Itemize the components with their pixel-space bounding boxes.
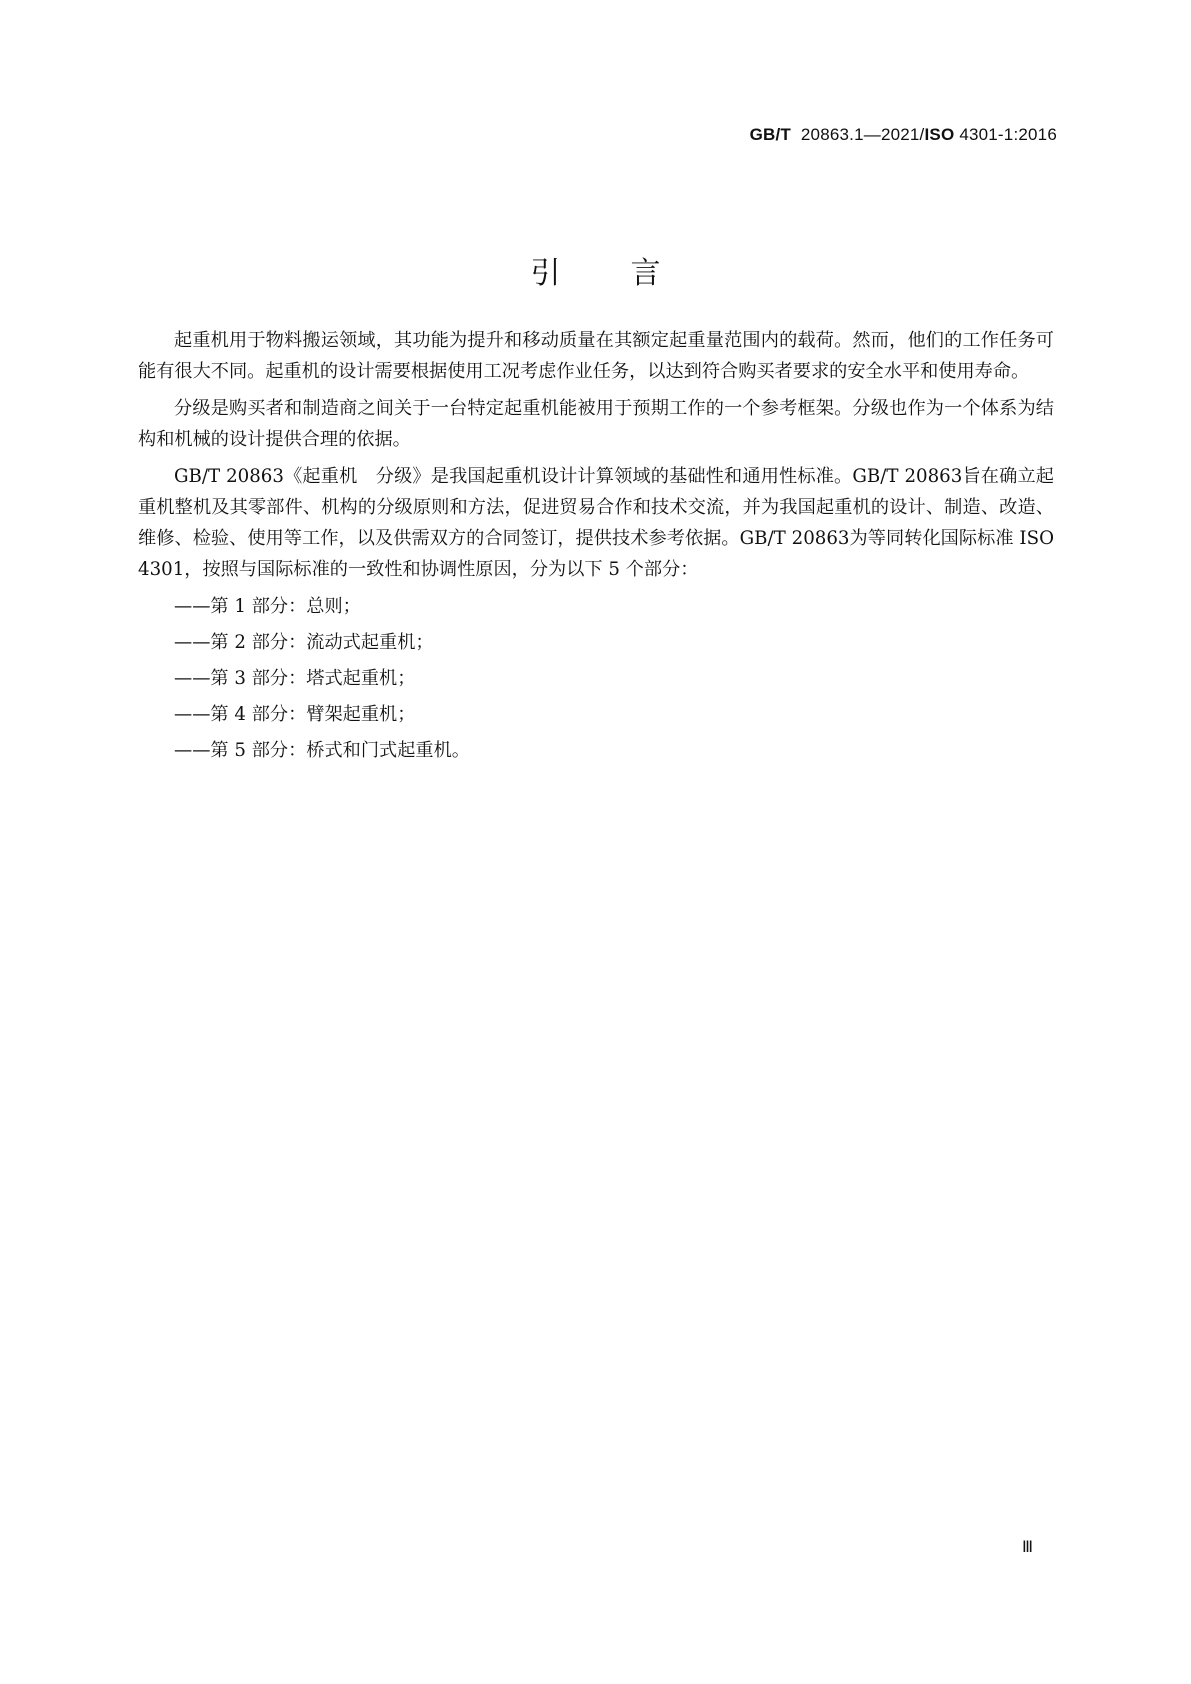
header-gb-number: 20863.1—2021/ <box>800 125 925 144</box>
header-gb-prefix: GB/T <box>749 125 792 144</box>
list-item: ——第 1 部分：总则； <box>174 596 361 617</box>
header-iso-number: 4301-1:2016 <box>959 125 1057 144</box>
list-item: ——第 5 部分：桥式和门式起重机。 <box>174 740 470 761</box>
list-item: ——第 4 部分：臂架起重机； <box>174 704 416 725</box>
header-iso-prefix: ISO <box>924 125 955 144</box>
introduction-body <box>138 325 1054 771</box>
list-item: ——第 3 部分：塔式起重机； <box>174 668 416 689</box>
page-title: 引言 <box>530 256 731 292</box>
parts-list <box>138 591 1054 766</box>
page-number: Ⅲ <box>1021 1537 1033 1556</box>
standard-code-header <box>750 125 1057 145</box>
list-item: ——第 2 部分：流动式起重机； <box>174 632 434 653</box>
paragraph-1: 起重机用于物料搬运领域，其功能为提升和移动质量在其额定起重量范围内的载荷。然而，他们的工作任务可能有很大不同。起重机的设计需要根据使用工况考虑作业任务，以达到符合购买者要求的安全水平和使用寿命。 <box>138 330 1054 382</box>
paragraph-3: GB/T 20863《起重机 分级》是我国起重机设计计算领域的基础性和通用性标准。GB/T 20863旨在确立起重机整机及其零部件、机构的分级原则和方法，促进贸易合作和技术交流，并为我国起重机的设计、制造、改造、维修、检验、使用等工作，以及供需双方的合同签订，提供技术参考依据。GB/T 20863为等同转化国际标准 ISO 4301，按照与国际标准的一致性和协调性原因，分为以下 5 个部分： <box>138 466 1054 580</box>
paragraph-2: 分级是购买者和制造商之间关于一台特定起重机能被用于预期工作的一个参考框架。分级也作为一个体系为结构和机械的设计提供合理的依据。 <box>138 398 1054 450</box>
